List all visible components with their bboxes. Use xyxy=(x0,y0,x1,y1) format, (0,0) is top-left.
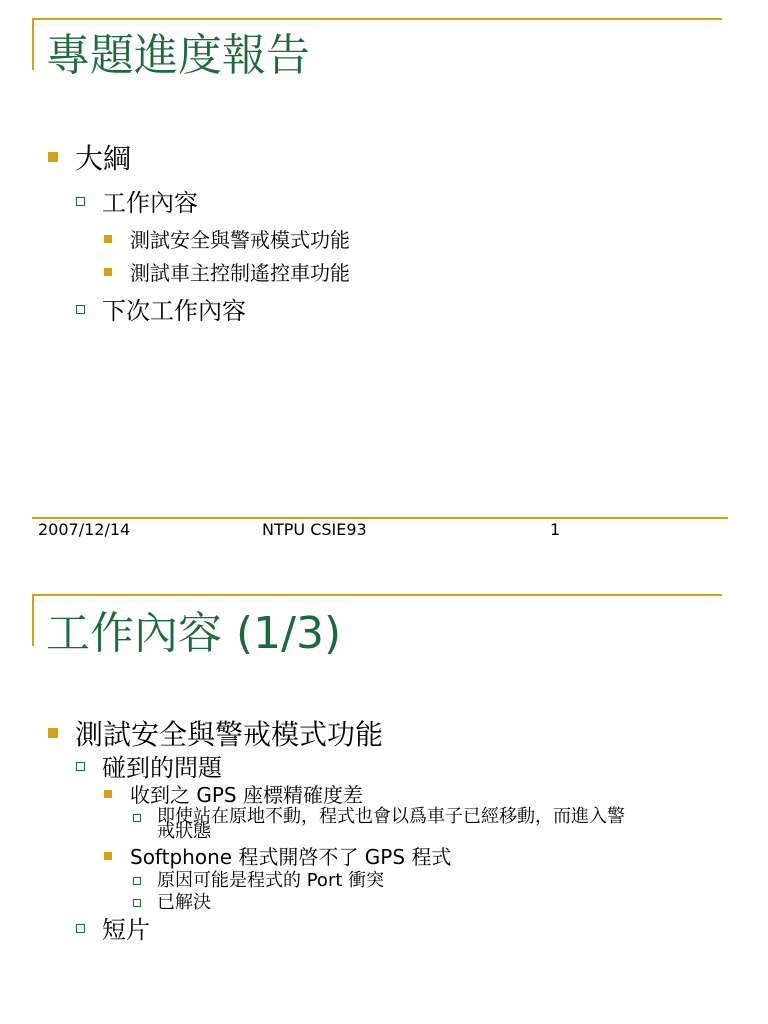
bullet-square-icon xyxy=(48,152,58,162)
hollow-bullet-icon xyxy=(133,899,141,907)
hollow-bullet-icon xyxy=(76,924,85,933)
list-item xyxy=(104,229,350,251)
list-item xyxy=(104,784,363,806)
title-frame-left xyxy=(32,594,34,646)
footer-divider xyxy=(32,517,728,519)
list-item-label: 測試車主控制遙控車功能 xyxy=(130,261,350,285)
bullet-square-icon xyxy=(104,268,112,276)
list-item-line: 戒狀態 xyxy=(157,821,211,842)
outline-label: 大綱 xyxy=(75,142,132,175)
list-item xyxy=(48,720,383,750)
list-item xyxy=(133,872,384,890)
slide-title: 工作內容 (1/3) xyxy=(46,608,342,659)
bullet-square-icon xyxy=(104,235,112,243)
list-item xyxy=(76,755,222,781)
footer-page-number: 1 xyxy=(550,520,561,539)
list-item xyxy=(76,917,150,943)
list-item-label: 已解決 xyxy=(157,892,211,913)
bullet-square-icon xyxy=(104,790,112,798)
list-item-label: 短片 xyxy=(102,916,150,944)
bullet-square-icon xyxy=(104,852,112,860)
list-item-label: Softphone 程式開啓不了 GPS 程式 xyxy=(130,845,452,869)
hollow-bullet-icon xyxy=(76,762,85,771)
list-item-label: 收到之 GPS 座標精確度差 xyxy=(130,783,363,807)
list-item xyxy=(104,846,451,868)
list-item xyxy=(104,262,350,284)
footer-date: 2007/12/14 xyxy=(38,520,131,539)
slide-title: 專題進度報告 xyxy=(46,30,310,81)
list-item-line: 即使站在原地不動，程式也會以爲車子已經移動，而進入警 xyxy=(157,806,625,827)
outline-item xyxy=(48,144,131,174)
footer-org: NTPU CSIE93 xyxy=(262,520,367,539)
hollow-bullet-icon xyxy=(133,814,141,822)
list-item-label: 測試安全與警戒模式功能 xyxy=(130,228,350,252)
list-item-label: 原因可能是程式的 Port 衝突 xyxy=(157,870,385,891)
list-item xyxy=(133,894,211,912)
hollow-bullet-icon xyxy=(76,197,85,206)
title-frame-top xyxy=(32,18,722,20)
list-item-label: 工作內容 xyxy=(102,189,198,217)
list-item-label: 下次工作內容 xyxy=(102,297,246,325)
list-item-label: 碰到的問題 xyxy=(102,754,222,782)
hollow-bullet-icon xyxy=(133,877,141,885)
title-frame-top xyxy=(32,594,722,596)
list-item xyxy=(76,298,246,324)
list-item-label: 測試安全與警戒模式功能 xyxy=(75,718,384,751)
hollow-bullet-icon xyxy=(76,305,85,314)
bullet-square-icon xyxy=(48,728,58,738)
title-frame-left xyxy=(32,18,34,70)
list-item-text xyxy=(157,806,625,842)
list-item xyxy=(133,806,625,842)
list-item xyxy=(76,190,198,216)
slide-2 xyxy=(0,578,768,1024)
